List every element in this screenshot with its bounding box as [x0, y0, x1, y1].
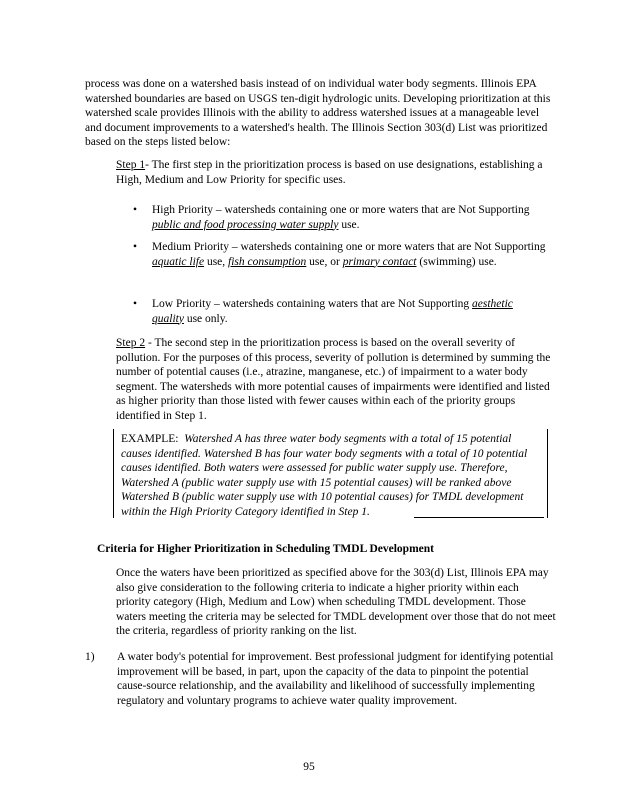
list-item — [126, 297, 546, 326]
high-priority-tail: use. — [338, 218, 360, 231]
medium-priority-lead: Medium Priority – watersheds containing one or more waters that are Not Supporting — [152, 241, 546, 253]
step-1-label: Step 1 — [116, 159, 146, 171]
section-heading: Criteria for Higher Prioritization in Scheduling TMDL Development — [97, 543, 434, 555]
example-box-divider — [414, 517, 544, 518]
intro-paragraph: process was done on a watershed basis instead of on individual water body segments. Illinois EPA watershed boundaries are based on USGS ten-digit hydrologic units. Developing prioritization at this watershed scale provides Illinois with the ability to address watershed issues at a manageable level and document improvements to a watershed's health. The Illinois Section 303(d) List was prioritized based on the steps listed below: — [85, 78, 551, 148]
medium-priority-bullet — [126, 240, 546, 269]
medium-priority-sep: use, or — [306, 255, 343, 268]
step-1-paragraph — [116, 158, 556, 187]
low-priority-bullet — [126, 297, 546, 326]
medium-priority-tail: (swimming) use. — [416, 255, 497, 268]
page-number: 95 — [303, 761, 315, 773]
item-number: 1) — [85, 651, 95, 663]
list-item — [126, 240, 546, 269]
medium-priority-sep: use, — [204, 255, 229, 268]
item-text: A water body's potential for improvement. Best professional judgment for identifying potential improvement will be based, in part, upon the capacity of the data to pinpoint the potential cause-source relationship, and the availability and likelihood of successfully implementing regulatory and voluntary programs to achieve water quality improvement. — [117, 651, 554, 707]
high-priority-lead: High Priority – watersheds containing one or more waters that are Not Supporting — [152, 204, 530, 216]
step-2-text: - The second step in the prioritization process is based on the overall severity of pollution. For the purposes of this process, severity of pollution is determined by summing the number of potential causes (i.e., atrazine, manganese, etc.) of impairment to a water body segment. The watersheds with more potential causes of impairments were identified and listed as higher priority than those listed with fewer causes within each of the priority groups identified in Step 1. — [116, 337, 551, 422]
example-label: EXAMPLE: — [121, 433, 179, 445]
criteria-paragraph: Once the waters have been prioritized as specified above for the 303(d) List, Illinois EPA may also give consideration to the following criteria to indicate a higher priority within each priority category (High, Medium and Low) when scheduling TMDL development. Those waters meeting the criteria may be selected for TMDL development over those that do not meet the criteria, regardless of priority ranking on the list. — [116, 567, 556, 637]
bullet-icon: • — [133, 241, 138, 253]
medium-priority-use-aquatic: aquatic life — [152, 255, 205, 268]
example-box — [113, 429, 548, 518]
bullet-icon: • — [133, 204, 138, 216]
high-priority-use: public and food processing water supply — [152, 218, 339, 231]
medium-priority-use-fish: fish consumption — [228, 255, 307, 268]
low-priority-lead: Low Priority – watersheds containing waters that are Not Supporting — [152, 298, 473, 310]
example-text: Watershed A has three water body segments with a total of 15 potential causes identified. Watershed B has four water body segments with a total of 10 potential causes identified. Both waters were assessed for public water supply use. Therefore, Watershed A (public water supply use with 15 potential causes) will be ranked above Watershed B (public water supply use with 10 potential causes) for TMDL development within the High Priority Category identified in Step 1. — [121, 433, 528, 518]
bullet-icon: • — [133, 298, 138, 310]
low-priority-use: aesthetic quality — [152, 298, 513, 325]
medium-priority-use-contact: primary contact — [342, 255, 417, 268]
step-2-label: Step 2 — [116, 337, 146, 349]
high-priority-bullet — [126, 203, 546, 232]
list-item — [126, 203, 546, 232]
step-2-paragraph — [116, 336, 556, 423]
low-priority-tail: use only. — [183, 312, 228, 325]
step-1-text: - The first step in the prioritization process is based on use designations, establishing a High, Medium and Low Priority for specific uses. — [116, 159, 543, 186]
criteria-item-1 — [85, 650, 555, 708]
